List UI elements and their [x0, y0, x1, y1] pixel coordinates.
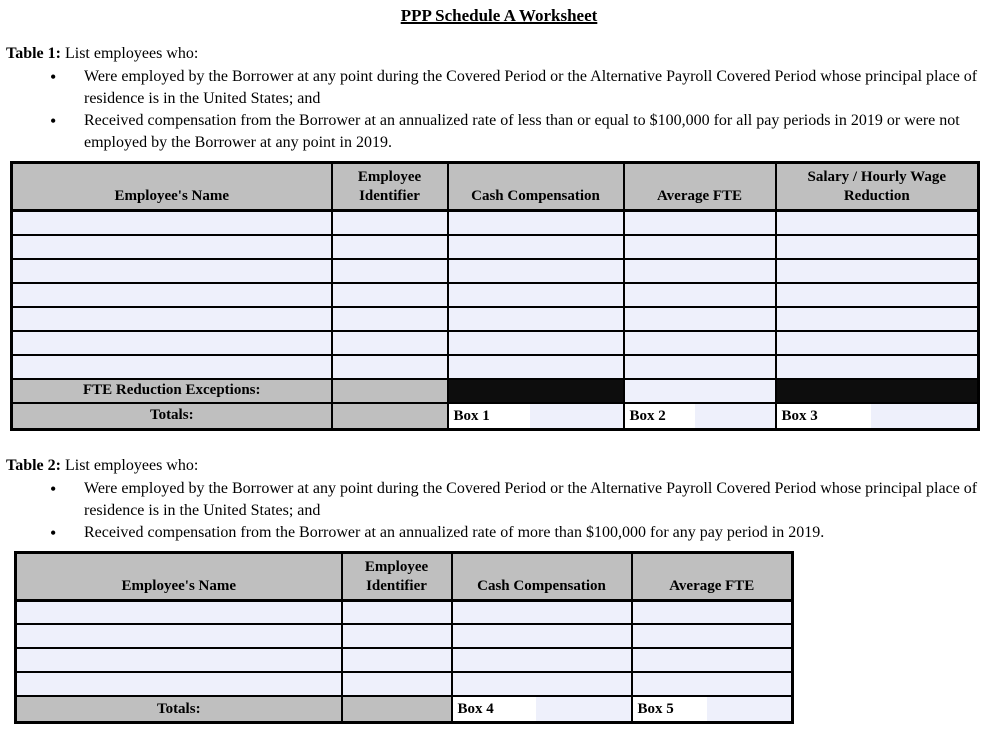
salary-wage-reduction-input-cell[interactable]	[776, 235, 979, 259]
cash-compensation-input-cell[interactable]	[448, 259, 624, 283]
employee-name-input-cell[interactable]	[12, 259, 332, 283]
table2-caption-label: Table 2:	[6, 456, 61, 474]
employee-identifier-input-cell[interactable]	[342, 672, 452, 696]
cash-compensation-input-cell[interactable]	[448, 283, 624, 307]
table2-header-row	[16, 552, 793, 600]
bullet-item: • Received compensation from the Borrower at an annualized rate of less than or equal to $100,000 for all pay periods in 2019 or were not employed by the Borrower at any point in 2019.	[84, 110, 992, 154]
cash-compensation-input-cell[interactable]	[448, 235, 624, 259]
employee-identifier-input-cell[interactable]	[332, 259, 448, 283]
table2-totals-row	[16, 696, 793, 723]
employee-name-input-cell[interactable]	[12, 307, 332, 331]
page-title: PPP Schedule A Worksheet	[400, 6, 598, 25]
fte-exceptions-identifier-filler-cell	[332, 379, 448, 403]
employee-row	[12, 307, 979, 331]
box3-label: Box 3	[777, 404, 871, 428]
cash-compensation-input-cell[interactable]	[452, 648, 632, 672]
box4-label: Box 4	[453, 697, 537, 721]
salary-wage-reduction-input-cell[interactable]	[776, 283, 979, 307]
employee-name-input-cell[interactable]	[12, 211, 332, 235]
employee-name-input-cell[interactable]	[16, 600, 342, 624]
cash-compensation-input-cell[interactable]	[448, 307, 624, 331]
col-header-cash-compensation: Cash Compensation	[448, 163, 624, 211]
average-fte-input-cell[interactable]	[632, 600, 793, 624]
employee-name-input-cell[interactable]	[12, 355, 332, 379]
table1-totals-label: Totals:	[12, 403, 332, 430]
fte-reduction-exceptions-label: FTE Reduction Exceptions:	[12, 379, 332, 403]
average-fte-input-cell[interactable]	[624, 355, 776, 379]
employee-row	[16, 672, 793, 696]
col-header-average-fte: Average FTE	[624, 163, 776, 211]
bullet-item: • Were employed by the Borrower at any point during the Covered Period or the Alternative Payroll Covered Period whose principal place of residence is in the United States; and	[84, 478, 992, 522]
employee-identifier-input-cell[interactable]	[332, 355, 448, 379]
section-gap	[6, 431, 992, 455]
totals-identifier-filler-cell	[342, 696, 452, 723]
table1-employee-table	[10, 161, 980, 431]
employee-identifier-input-cell[interactable]	[342, 600, 452, 624]
employee-name-input-cell[interactable]	[16, 672, 342, 696]
box3-salary-wage-reduction-total-cell[interactable]	[776, 403, 979, 430]
employee-name-input-cell[interactable]	[16, 624, 342, 648]
bullet-item: • Received compensation from the Borrower at an annualized rate of more than $100,000 for any pay period in 2019.	[84, 522, 992, 544]
employee-name-input-cell[interactable]	[12, 235, 332, 259]
average-fte-input-cell[interactable]	[624, 235, 776, 259]
box1-cash-compensation-total-cell[interactable]	[448, 403, 624, 430]
col-header-cash-compensation: Cash Compensation	[452, 552, 632, 600]
average-fte-input-cell[interactable]	[624, 283, 776, 307]
average-fte-input-cell[interactable]	[624, 307, 776, 331]
salary-wage-reduction-input-cell[interactable]	[776, 259, 979, 283]
employee-row	[12, 259, 979, 283]
employee-name-input-cell[interactable]	[12, 283, 332, 307]
table1-caption-text: List employees who:	[64, 45, 199, 62]
cash-compensation-input-cell[interactable]	[448, 355, 624, 379]
cash-compensation-input-cell[interactable]	[448, 331, 624, 355]
employee-row	[16, 624, 793, 648]
cash-compensation-input-cell[interactable]	[452, 624, 632, 648]
col-header-employee-identifier: Employee Identifier	[342, 552, 452, 600]
average-fte-input-cell[interactable]	[632, 648, 793, 672]
employee-name-input-cell[interactable]	[12, 331, 332, 355]
table1-totals-row	[12, 403, 979, 430]
blackout-cell	[448, 379, 624, 403]
employee-row	[12, 235, 979, 259]
table2-section	[6, 455, 992, 725]
table1-header-row	[12, 163, 979, 211]
fte-reduction-exceptions-row	[12, 379, 979, 403]
col-header-employee-name: Employee's Name	[16, 552, 342, 600]
table2-bullet-list	[6, 478, 992, 544]
box5-average-fte-total-cell[interactable]	[632, 696, 793, 723]
employee-identifier-input-cell[interactable]	[332, 235, 448, 259]
col-header-average-fte: Average FTE	[632, 552, 793, 600]
salary-wage-reduction-input-cell[interactable]	[776, 211, 979, 235]
box2-average-fte-total-cell[interactable]	[624, 403, 776, 430]
col-header-employee-identifier: Employee Identifier	[332, 163, 448, 211]
employee-row	[12, 355, 979, 379]
table2-totals-label: Totals:	[16, 696, 342, 723]
blackout-cell	[776, 379, 979, 403]
employee-identifier-input-cell[interactable]	[342, 624, 452, 648]
employee-identifier-input-cell[interactable]	[332, 307, 448, 331]
employee-identifier-input-cell[interactable]	[332, 283, 448, 307]
cash-compensation-input-cell[interactable]	[452, 600, 632, 624]
totals-identifier-filler-cell	[332, 403, 448, 430]
average-fte-input-cell[interactable]	[624, 211, 776, 235]
table1-section	[6, 43, 992, 431]
table1-bullet-list	[6, 66, 992, 154]
col-header-salary-wage-reduction: Salary / Hourly Wage Reduction	[776, 163, 979, 211]
cash-compensation-input-cell[interactable]	[448, 211, 624, 235]
col-header-employee-name: Employee's Name	[12, 163, 332, 211]
cash-compensation-input-cell[interactable]	[452, 672, 632, 696]
employee-row	[12, 211, 979, 235]
salary-wage-reduction-input-cell[interactable]	[776, 331, 979, 355]
bullet-item: • Were employed by the Borrower at any point during the Covered Period or the Alternative Payroll Covered Period whose principal place of residence is in the United States; and	[84, 66, 992, 110]
employee-identifier-input-cell[interactable]	[332, 211, 448, 235]
table2-caption	[6, 455, 992, 477]
employee-identifier-input-cell[interactable]	[332, 331, 448, 355]
employee-name-input-cell[interactable]	[16, 648, 342, 672]
average-fte-input-cell[interactable]	[624, 259, 776, 283]
employee-row	[12, 283, 979, 307]
table1-caption-label: Table 1:	[6, 45, 61, 62]
employee-row	[16, 648, 793, 672]
average-fte-input-cell[interactable]	[632, 672, 793, 696]
box2-label: Box 2	[625, 404, 696, 428]
salary-wage-reduction-input-cell[interactable]	[776, 355, 979, 379]
table1-caption	[6, 43, 992, 65]
table2-caption-text: List employees who:	[64, 456, 199, 474]
box1-label: Box 1	[449, 404, 531, 428]
employee-row	[16, 600, 793, 624]
fte-exceptions-average-fte-input-cell[interactable]	[624, 379, 776, 403]
box5-label: Box 5	[633, 697, 707, 721]
employee-row	[12, 331, 979, 355]
employee-identifier-input-cell[interactable]	[342, 648, 452, 672]
average-fte-input-cell[interactable]	[632, 624, 793, 648]
box4-cash-compensation-total-cell[interactable]	[452, 696, 632, 723]
salary-wage-reduction-input-cell[interactable]	[776, 307, 979, 331]
table2-employee-table	[14, 551, 794, 725]
average-fte-input-cell[interactable]	[624, 331, 776, 355]
